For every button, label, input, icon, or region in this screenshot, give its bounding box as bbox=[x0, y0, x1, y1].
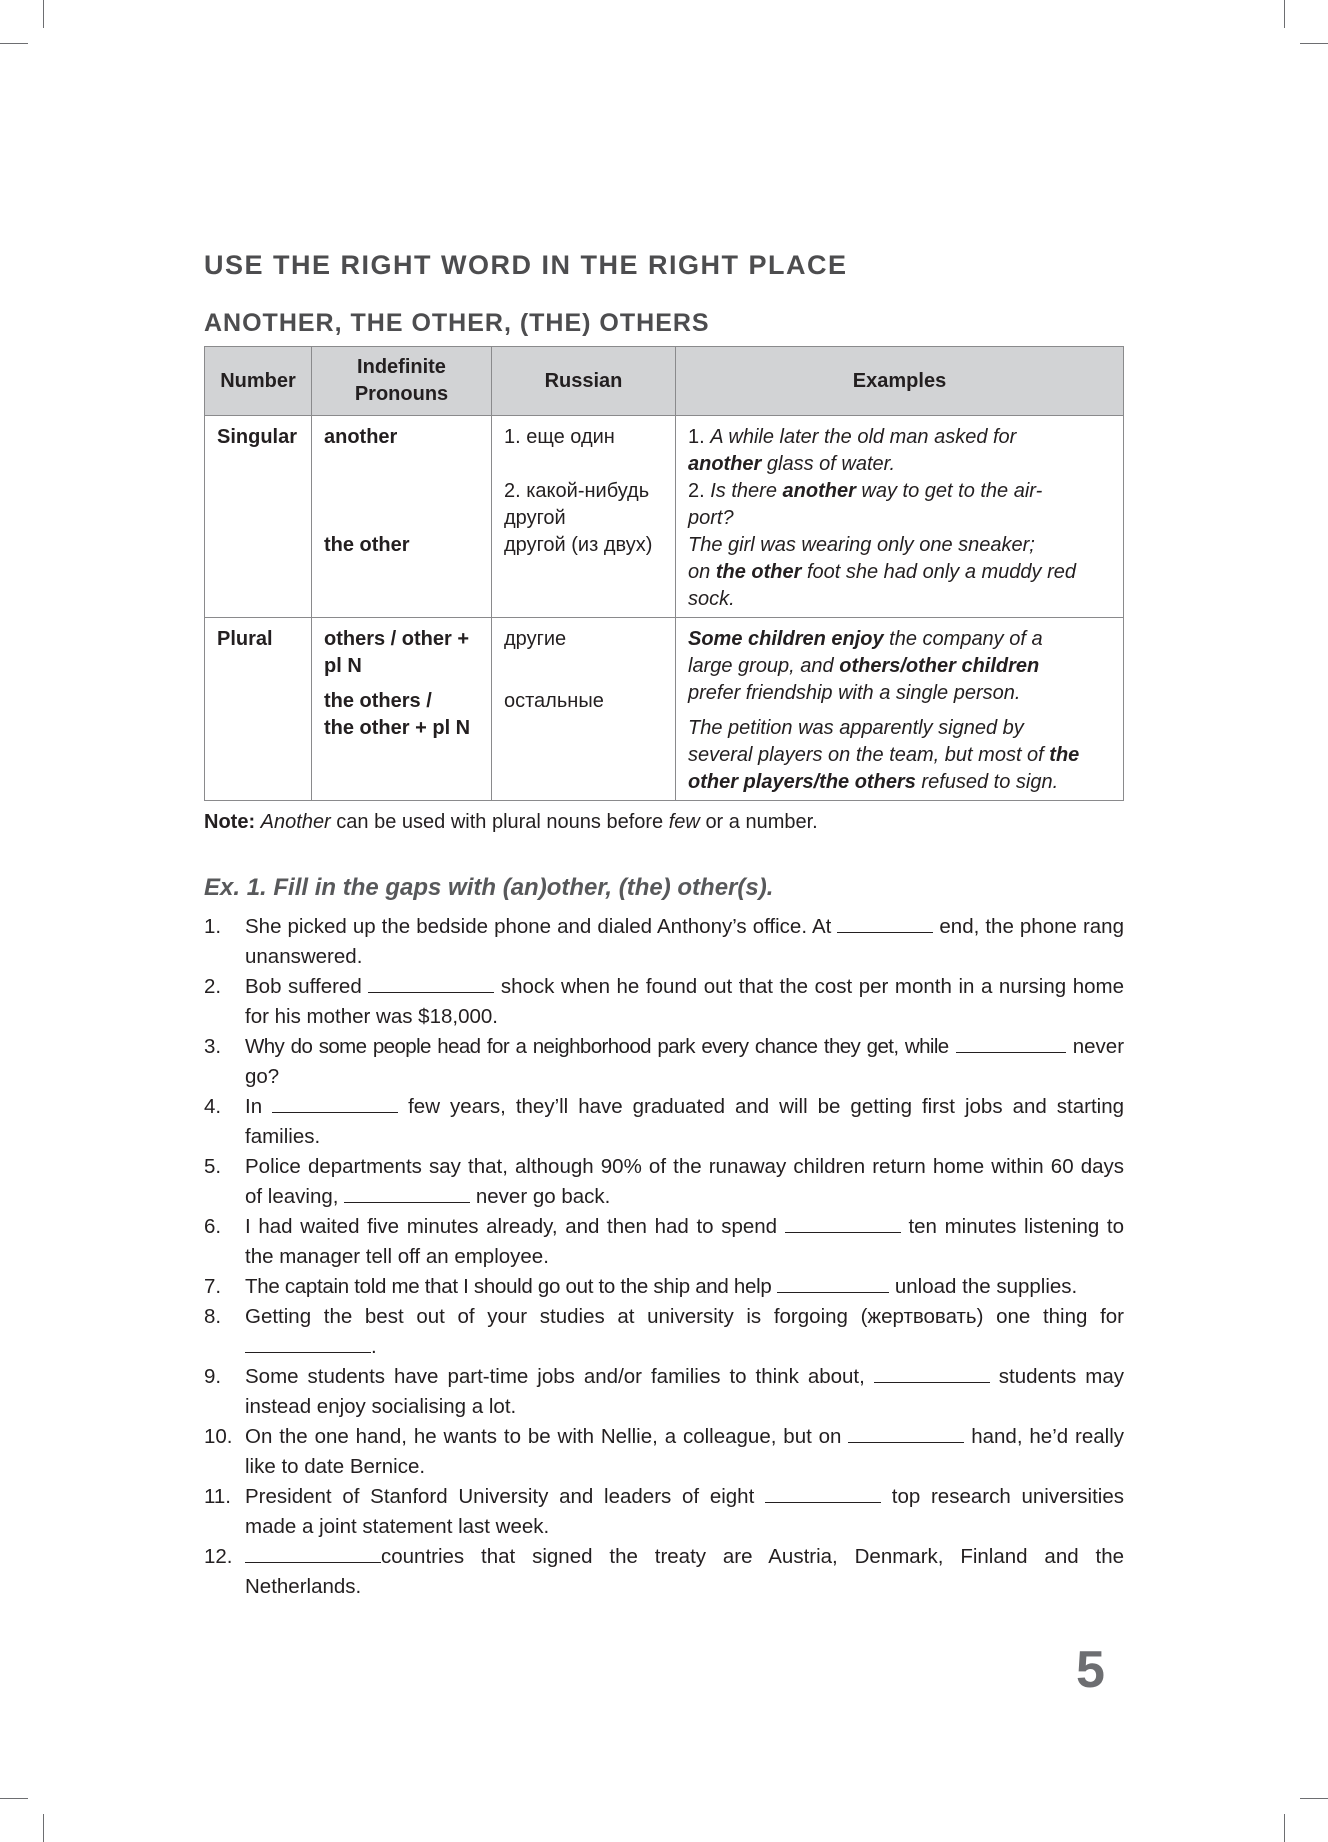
example-line: another glass of water. bbox=[688, 453, 896, 475]
example-line: port? bbox=[688, 507, 734, 529]
list-item: 2. Bob suffered shock when he found out that the cost per month in a nursing home for his mother was $18,000. bbox=[204, 972, 1124, 1032]
gap-blank[interactable] bbox=[272, 1092, 398, 1113]
pronoun: another bbox=[324, 426, 398, 448]
pronoun: the others / bbox=[324, 690, 432, 712]
crop-mark bbox=[43, 1814, 44, 1842]
list-item: 9. Some students have part-time jobs and/or families to think about, students may instead enjoy socialising a lot. bbox=[204, 1362, 1124, 1422]
russian-text: остальные bbox=[504, 690, 604, 712]
list-item: 12. countries that signed the treaty are Austria, Denmark, Finland and the Netherlands. bbox=[204, 1542, 1124, 1602]
table-row-singular bbox=[205, 416, 1124, 618]
pronoun: the other + pl N bbox=[324, 717, 471, 739]
pronoun: pl N bbox=[324, 655, 362, 677]
section-title: ANOTHER, THE OTHER, (THE) OTHERS bbox=[204, 309, 710, 337]
cell-number: Singular bbox=[205, 416, 312, 618]
gap-blank[interactable] bbox=[245, 1332, 371, 1353]
gap-blank[interactable] bbox=[785, 1212, 901, 1233]
list-item: 6. I had waited five minutes already, and then had to spend ten minutes listening to the manager tell off an employee. bbox=[204, 1212, 1124, 1272]
crop-mark bbox=[0, 1798, 28, 1799]
gap-blank[interactable] bbox=[874, 1362, 990, 1383]
page-number: 5 bbox=[1076, 1641, 1105, 1699]
page-content bbox=[204, 250, 1124, 1602]
list-item: 5. Police departments say that, although 90% of the runaway children return home within 60 days of leaving, never go back. bbox=[204, 1155, 1124, 1208]
example-line: prefer friendship with a single person. bbox=[688, 682, 1021, 704]
header-pronouns: Indefinite Pronouns bbox=[312, 347, 492, 416]
header-examples: Examples bbox=[676, 347, 1124, 416]
pronoun: the other bbox=[324, 534, 410, 556]
list-item: 7. The captain told me that I should go out to the ship and help unload the supplies. bbox=[204, 1272, 1124, 1302]
cell-pronouns bbox=[312, 416, 492, 618]
pronoun: others / other + bbox=[324, 628, 470, 650]
example-line: Some children enjoy the company of a bbox=[688, 628, 1043, 650]
gap-blank[interactable] bbox=[368, 972, 494, 993]
header-number: Number bbox=[205, 347, 312, 416]
list-item: 10. On the one hand, he wants to be with Nellie, a colleague, but on hand, he’d really like to date Bernice. bbox=[204, 1422, 1124, 1482]
example-line: 1. A while later the old man asked for bbox=[688, 426, 1017, 448]
crop-mark bbox=[0, 43, 28, 44]
list-item: 1. She picked up the bedside phone and dialed Anthony’s office. At end, the phone rang unanswered. bbox=[204, 912, 1124, 972]
cell-russian bbox=[492, 416, 676, 618]
russian-text: другой (из двух) bbox=[504, 534, 653, 556]
gap-blank[interactable] bbox=[245, 1542, 381, 1563]
cell-number: Plural bbox=[205, 618, 312, 801]
russian-text: 1. еще один bbox=[504, 426, 615, 448]
crop-mark bbox=[1300, 43, 1328, 44]
exercise-list bbox=[204, 912, 1124, 1602]
example-line: other players/the others refused to sign. bbox=[688, 771, 1059, 793]
example-line: sock. bbox=[688, 588, 735, 610]
gap-blank[interactable] bbox=[837, 912, 933, 933]
gap-blank[interactable] bbox=[344, 1182, 470, 1203]
list-item: 8. Getting the best out of your studies at university is forgoing (жертвовать) one thing for . bbox=[204, 1305, 1124, 1358]
gap-blank[interactable] bbox=[848, 1422, 964, 1443]
crop-mark bbox=[43, 0, 44, 28]
table-header-row bbox=[205, 347, 1124, 416]
list-item: 11. President of Stanford University and leaders of eight top research universities made a joint statement last week. bbox=[204, 1482, 1124, 1542]
example-line: The girl was wearing only one sneaker; bbox=[688, 534, 1035, 556]
crop-mark bbox=[1300, 1798, 1328, 1799]
grammar-table bbox=[204, 346, 1124, 801]
table-row-plural bbox=[205, 618, 1124, 801]
gap-blank[interactable] bbox=[956, 1032, 1066, 1053]
crop-mark bbox=[1284, 0, 1285, 28]
gap-blank[interactable] bbox=[765, 1482, 881, 1503]
page-title: USE THE RIGHT WORD IN THE RIGHT PLACE bbox=[204, 250, 848, 280]
gap-blank[interactable] bbox=[777, 1272, 889, 1293]
cell-examples bbox=[676, 416, 1124, 618]
example-line: several players on the team, but most of the bbox=[688, 744, 1080, 766]
example-line: The petition was apparently signed by bbox=[688, 717, 1024, 739]
cell-pronouns bbox=[312, 618, 492, 801]
cell-examples bbox=[676, 618, 1124, 801]
list-item: 4. In few years, they’ll have graduated and will be getting first jobs and starting families. bbox=[204, 1092, 1124, 1152]
example-line: on the other foot she had only a muddy red bbox=[688, 561, 1076, 583]
example-line: 2. Is there another way to get to the air- bbox=[688, 480, 1043, 502]
russian-text: другие bbox=[504, 628, 567, 650]
grammar-note: Note: Another can be used with plural nouns before few or a number. bbox=[204, 811, 818, 833]
cell-russian bbox=[492, 618, 676, 801]
exercise-title: Ex. 1. Fill in the gaps with (an)other, (the) other(s). bbox=[204, 874, 774, 901]
example-line: large group, and others/other children bbox=[688, 655, 1040, 677]
list-item: 3. Why do some people head for a neighborhood park every chance they get, while never go? bbox=[204, 1032, 1124, 1092]
russian-text: 2. какой-нибудь bbox=[504, 480, 650, 502]
header-russian: Russian bbox=[492, 347, 676, 416]
crop-mark bbox=[1284, 1814, 1285, 1842]
russian-text: другой bbox=[504, 507, 566, 529]
